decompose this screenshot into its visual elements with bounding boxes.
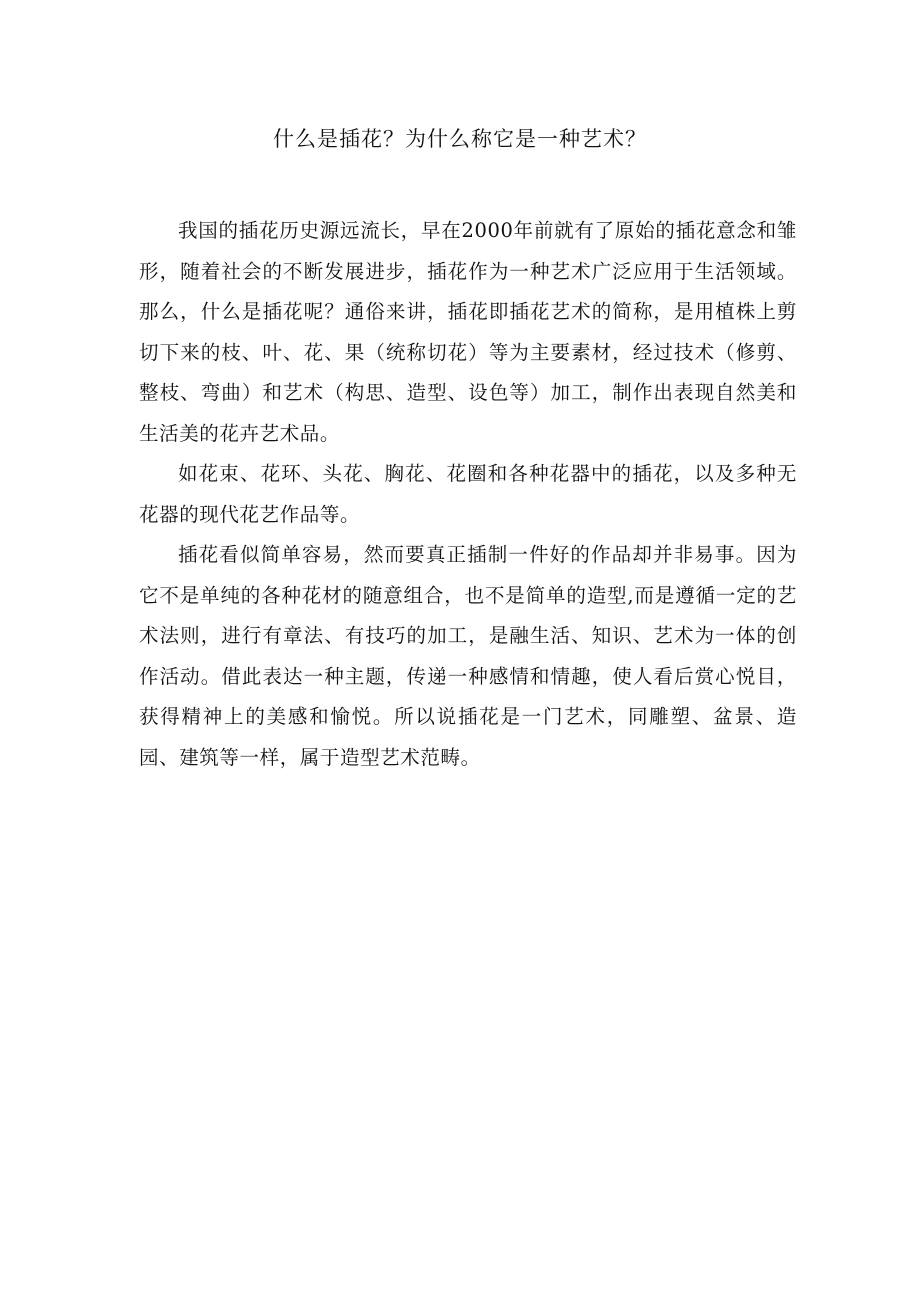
paragraph-art: 插花看似简单容易，然而要真正插制一件好的作品却并非易事。因为它不是单纯的各种花材的随意组合，也不是简单的造型,而是遵循一定的艺术法则，进行有章法、有技巧的加工，是融生活、知识、艺术为一体的创作活动。借此表达一种主题，传递一种感情和情趣，使人看后赏心悦目，获得精神上的美感和愉悦。所以说插花是一门艺术，同雕塑、盆景、造园、建筑等一样，属于造型艺术范畴。	[139, 543, 797, 769]
document-body	[139, 211, 797, 778]
paragraph-history: 我国的插花历史源远流长，早在2000年前就有了原始的插花意念和雏形，随着社会的不断发展进步，插花作为一种艺术广泛应用于生活领域。那么，什么是插花呢？通俗来讲，插花即插花艺术的简称，是用植株上剪切下来的枝、叶、花、果（统称切花）等为主要素材，经过技术（修剪、整枝、弯曲）和艺术（构思、造型、设色等）加工，制作出表现自然美和生活美的花卉艺术品。	[139, 219, 797, 445]
paragraph-examples: 如花束、花环、头花、胸花、花圈和各种花器中的插花，以及多种无花器的现代花艺作品等。	[139, 462, 797, 526]
document-title: 什么是插花？为什么称它是一种艺术？	[273, 127, 647, 151]
